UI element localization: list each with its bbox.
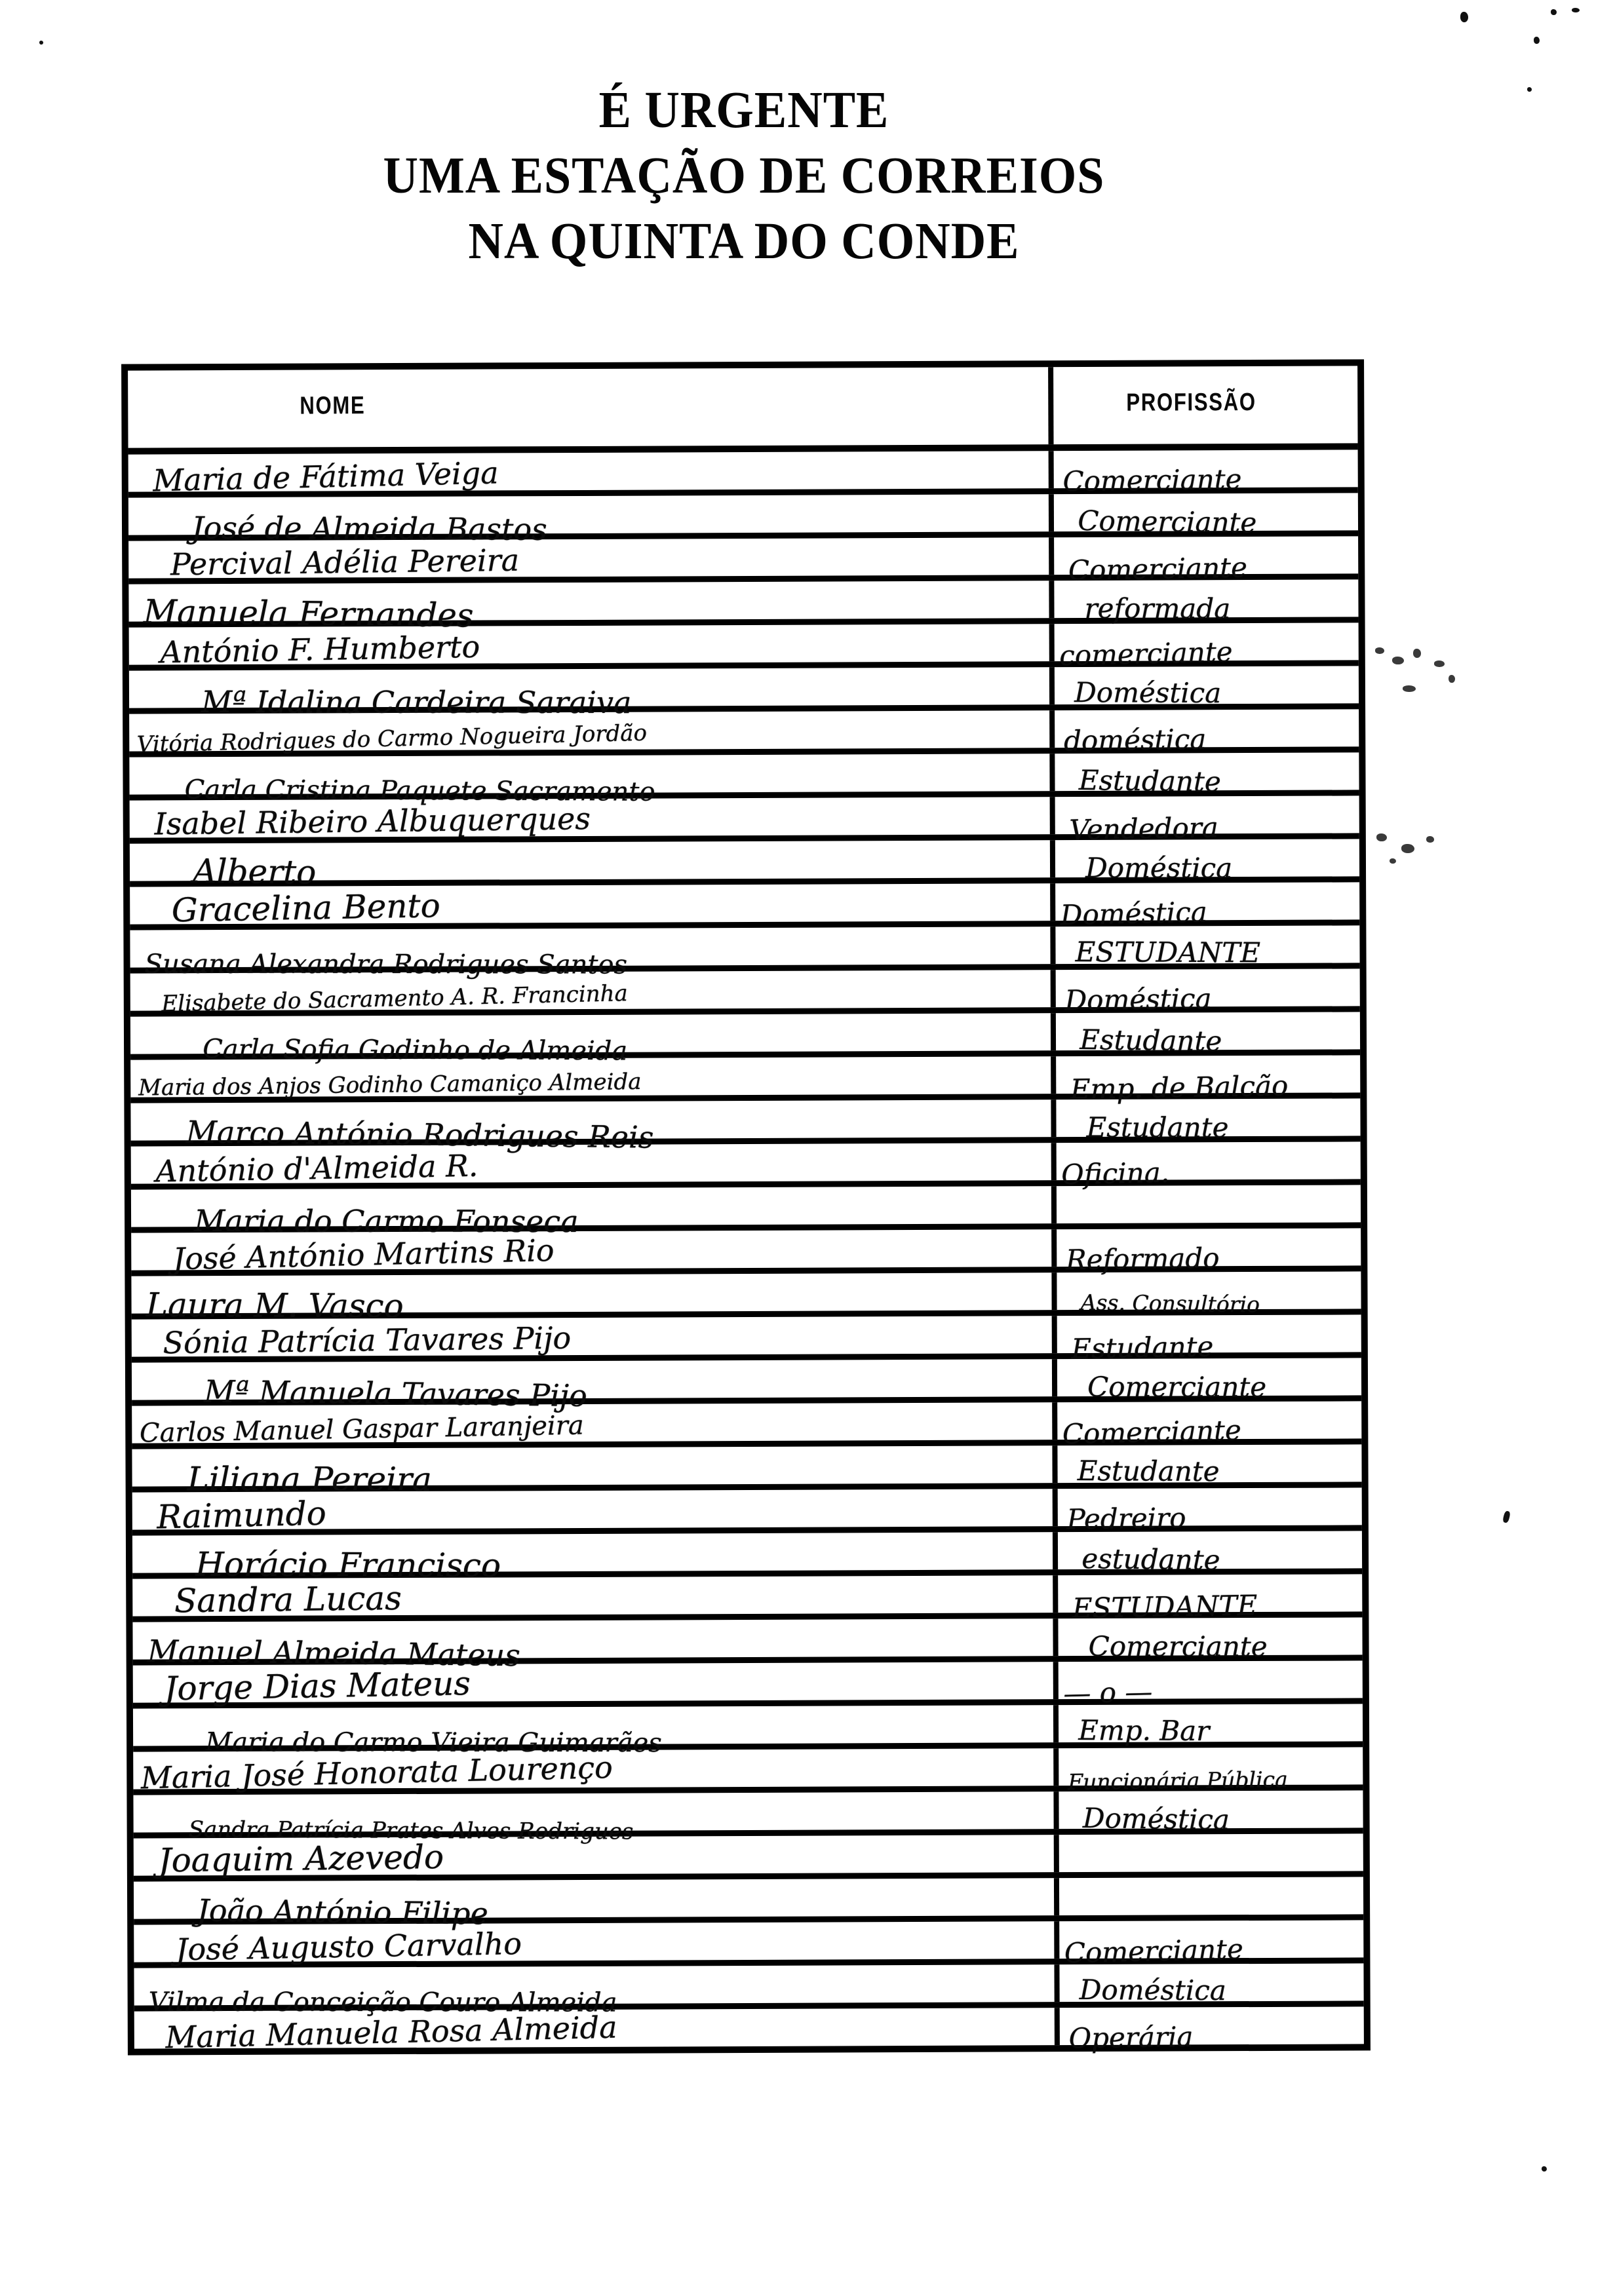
signature-profession-cell bbox=[1054, 493, 1358, 539]
ink-speck bbox=[1392, 657, 1404, 664]
signature-row bbox=[133, 1790, 1363, 1845]
signature-row bbox=[131, 1228, 1361, 1276]
ink-speck bbox=[39, 41, 43, 45]
signature-profession-cell bbox=[1057, 1271, 1361, 1318]
signature-name-cell bbox=[129, 667, 1055, 721]
signature-name: Liliana Pereira bbox=[187, 1460, 432, 1499]
signature-row bbox=[132, 1531, 1362, 1585]
signature-profession: reformada bbox=[1084, 592, 1231, 625]
signature-name: José Augusto Carvalho bbox=[175, 1925, 522, 1968]
signature-name: Maria dos Anjos Godinho Camaniço Almeida bbox=[138, 1068, 642, 1101]
signature-name-cell bbox=[131, 1229, 1057, 1277]
signature-row bbox=[130, 882, 1359, 930]
signature-name-cell bbox=[128, 494, 1054, 547]
signature-name: Maria do Carmo Fonseca bbox=[194, 1203, 579, 1240]
signature-name-cell bbox=[133, 1662, 1059, 1708]
signature-name: João António Filipe bbox=[197, 1892, 489, 1932]
signature-name-cell bbox=[133, 1791, 1059, 1845]
table-header-profissao: PROFISSÃO bbox=[1126, 389, 1256, 417]
signature-profession: Estudante bbox=[1078, 764, 1222, 798]
signature-profession: Comerciante bbox=[1062, 1413, 1242, 1451]
signature-profession: Comerciante bbox=[1078, 505, 1257, 539]
signature-row bbox=[128, 450, 1358, 497]
signature-name-cell bbox=[129, 710, 1055, 758]
signature-row bbox=[130, 968, 1360, 1016]
signature-profession-cell bbox=[1054, 579, 1358, 625]
signature-row bbox=[132, 1401, 1361, 1449]
signature-profession-cell bbox=[1055, 666, 1359, 710]
signature-name-cell bbox=[134, 1878, 1059, 1932]
signature-row bbox=[131, 1185, 1361, 1240]
signature-name-cell bbox=[134, 1835, 1059, 1880]
ink-speck bbox=[1542, 2166, 1547, 2172]
signature-row bbox=[133, 1747, 1363, 1795]
signature-profession-cell bbox=[1054, 536, 1358, 587]
signature-profession-cell bbox=[1056, 1098, 1360, 1144]
signature-name: Horácio Francisco bbox=[195, 1545, 501, 1585]
signature-name-cell bbox=[128, 451, 1054, 499]
signature-profession: Doméstica bbox=[1060, 896, 1208, 932]
signature-profession: ESTUDANTE bbox=[1075, 936, 1261, 969]
page-title bbox=[0, 77, 1488, 274]
signature-profession-cell bbox=[1055, 839, 1359, 885]
ink-speck bbox=[1376, 833, 1387, 841]
signature-name: Mª Idalina Cardeira Saraiva bbox=[201, 684, 632, 721]
signature-row bbox=[130, 1098, 1360, 1155]
signature-profession: Comerciante bbox=[1062, 463, 1242, 498]
ink-speck bbox=[1502, 1510, 1511, 1523]
signature-profession: Estudante bbox=[1077, 1455, 1220, 1488]
signature-profession: Estudante bbox=[1071, 1330, 1214, 1366]
signature-row bbox=[132, 1617, 1362, 1674]
signature-row bbox=[134, 1963, 1363, 2018]
signature-name: Carlos Manuel Gaspar Laranjeira bbox=[139, 1410, 585, 1449]
signature-profession-cell bbox=[1059, 1790, 1363, 1836]
signature-profession: Funcionária Pública bbox=[1067, 1766, 1288, 1795]
signature-name: Mª Manuela Tavares Pijo bbox=[204, 1373, 588, 1414]
signature-row bbox=[134, 2006, 1364, 2056]
signature-name: Carla Cristina Paquete Sacramento bbox=[184, 775, 655, 807]
signature-profession: Emp. Bar bbox=[1078, 1714, 1210, 1748]
signature-profession: ESTUDANTE bbox=[1072, 1589, 1258, 1625]
signature-name: Manuel Almeida Mateus bbox=[147, 1633, 521, 1674]
signature-profession-cell bbox=[1059, 1660, 1363, 1710]
signature-name: Manuela Fernandes bbox=[143, 592, 474, 635]
signature-name-cell bbox=[130, 927, 1055, 980]
signature-row bbox=[130, 1012, 1360, 1067]
signature-name: Maria Manuela Rosa Almeida bbox=[165, 2009, 618, 2056]
ink-speck bbox=[1449, 675, 1455, 683]
signature-profession-cell bbox=[1057, 1401, 1361, 1451]
signature-profession-cell bbox=[1055, 709, 1359, 757]
signature-name-cell bbox=[132, 1359, 1057, 1414]
signature-name: José de Almeida Bastos bbox=[191, 510, 547, 547]
signature-name-cell bbox=[134, 1921, 1059, 1968]
table-header-profession-cell bbox=[1053, 366, 1357, 444]
signature-profession: Vendedora bbox=[1069, 811, 1219, 847]
signature-profession: Doméstica bbox=[1085, 852, 1233, 885]
signature-name-cell bbox=[132, 1575, 1058, 1620]
signature-row bbox=[132, 1574, 1362, 1625]
ink-speck bbox=[1434, 660, 1445, 667]
signature-name: Elisabete do Sacramento A. R. Francinha bbox=[161, 980, 629, 1018]
signature-name-cell bbox=[131, 1186, 1057, 1240]
table-header-name-cell bbox=[128, 367, 1053, 448]
signature-profession-cell bbox=[1056, 1055, 1360, 1106]
signature-profession-cell bbox=[1059, 1877, 1363, 1915]
ink-speck bbox=[1403, 685, 1416, 692]
signature-profession-cell bbox=[1059, 1833, 1363, 1872]
signature-profession-cell bbox=[1058, 1531, 1362, 1577]
signature-row bbox=[131, 1141, 1361, 1189]
ink-speck bbox=[1551, 9, 1557, 15]
signature-profession: doméstica bbox=[1063, 723, 1207, 757]
page-title-line-1: É URGENTE bbox=[598, 81, 889, 140]
ink-speck bbox=[1413, 649, 1421, 658]
signature-name-cell bbox=[132, 1402, 1057, 1449]
table-header-row bbox=[128, 366, 1357, 454]
signature-name: Maria José Honorata Lourenço bbox=[140, 1749, 613, 1796]
signature-profession-cell bbox=[1055, 925, 1359, 969]
signature-name-cell bbox=[133, 1748, 1059, 1796]
signature-profession: Doméstica bbox=[1074, 676, 1222, 710]
signature-name: Sónia Patrícia Tavares Pijo bbox=[163, 1320, 572, 1361]
signature-profession-cell bbox=[1057, 1185, 1361, 1223]
signature-profession-cell bbox=[1059, 1747, 1363, 1795]
signature-name-cell bbox=[133, 1705, 1059, 1759]
signature-row bbox=[129, 622, 1359, 670]
signature-name: Sandra Lucas bbox=[174, 1578, 402, 1620]
signature-name: Alberto bbox=[193, 852, 317, 892]
signature-profession-cell bbox=[1058, 1617, 1362, 1663]
signature-name-cell bbox=[130, 970, 1056, 1018]
signature-profession: Estudante bbox=[1086, 1111, 1229, 1144]
signature-profession: Doméstica bbox=[1064, 982, 1212, 1017]
signature-name: Maria do Carmo Vieira Guimarães bbox=[205, 1727, 662, 1759]
signature-name-cell bbox=[130, 797, 1055, 842]
signature-profession-cell bbox=[1056, 968, 1360, 1017]
signature-profession-cell bbox=[1059, 1920, 1363, 1970]
signature-name-cell bbox=[132, 1316, 1057, 1361]
page-title-line-3: NA QUINTA DO CONDE bbox=[468, 212, 1020, 271]
signature-row bbox=[132, 1444, 1361, 1499]
signature-name: Isabel Ribeiro Albuquerques bbox=[154, 801, 591, 842]
signature-profession: Comerciante bbox=[1088, 1630, 1268, 1663]
signature-name-cell bbox=[131, 1272, 1057, 1326]
signature-name: António F. Humberto bbox=[159, 628, 480, 670]
signature-profession-cell bbox=[1057, 1314, 1361, 1366]
signature-row bbox=[129, 709, 1359, 757]
signature-name-cell bbox=[132, 1618, 1058, 1674]
signature-row bbox=[134, 1920, 1363, 1968]
signature-name: José António Martins Rio bbox=[172, 1232, 555, 1277]
ink-speck bbox=[1390, 858, 1396, 864]
signature-profession: Doméstica bbox=[1079, 1974, 1226, 2007]
page-title-line-2: UMA ESTAÇÃO DE CORREIOS bbox=[383, 146, 1105, 205]
signature-row bbox=[130, 925, 1359, 980]
signature-name: Maria de Fátima Veiga bbox=[152, 455, 499, 499]
signature-row bbox=[134, 1877, 1363, 1932]
signature-profession: Comerciante bbox=[1087, 1371, 1267, 1404]
signature-row bbox=[132, 1358, 1361, 1414]
signature-profession: Oficina. bbox=[1060, 1156, 1170, 1191]
signature-profession-cell bbox=[1056, 1012, 1360, 1058]
signature-profession: Operária bbox=[1068, 2020, 1194, 2055]
signature-name-cell bbox=[128, 537, 1054, 583]
signature-name: Marco António Rodrigues Reis bbox=[185, 1114, 654, 1155]
signature-row bbox=[130, 839, 1359, 892]
ink-speck bbox=[1426, 836, 1434, 843]
signature-profession: Estudante bbox=[1080, 1024, 1222, 1058]
signature-profession-cell bbox=[1055, 882, 1359, 932]
signature-profession-cell bbox=[1059, 1963, 1363, 2007]
signature-profession: — o — bbox=[1062, 1675, 1153, 1710]
signature-row bbox=[128, 493, 1358, 547]
signature-name-cell bbox=[131, 1143, 1057, 1189]
signature-name-cell bbox=[128, 581, 1054, 635]
signature-profession-cell bbox=[1054, 450, 1358, 498]
signature-row bbox=[134, 1833, 1363, 1881]
signature-row bbox=[130, 795, 1359, 847]
signature-name: Percival Adélia Pereira bbox=[170, 542, 520, 583]
signature-name: Raimundo bbox=[156, 1494, 327, 1537]
signature-profession: estudante bbox=[1081, 1542, 1220, 1577]
signature-row bbox=[131, 1271, 1361, 1326]
signature-name-cell bbox=[132, 1489, 1058, 1537]
signature-name: Gracelina Bento bbox=[171, 887, 441, 930]
signature-name-cell bbox=[130, 1056, 1056, 1101]
signature-profession-cell bbox=[1055, 752, 1359, 798]
signature-name: Laura M. Vasco bbox=[146, 1286, 404, 1326]
ink-speck bbox=[1572, 8, 1580, 12]
signature-name: Susana Alexandra Rodrigues Santos bbox=[144, 949, 628, 980]
signature-profession: Emp. de Balcão bbox=[1070, 1069, 1289, 1106]
signature-profession: Comerciante bbox=[1064, 1932, 1244, 1970]
signature-profession-cell bbox=[1055, 622, 1359, 672]
signature-profession: Doméstica bbox=[1082, 1802, 1230, 1836]
signature-name-cell bbox=[134, 2008, 1060, 2056]
signature-profession: Comerciante bbox=[1068, 551, 1248, 587]
signature-profession: Reformado bbox=[1065, 1242, 1220, 1276]
table-header-nome: NOME bbox=[300, 392, 366, 420]
ink-speck bbox=[1527, 87, 1532, 92]
ink-speck bbox=[1375, 647, 1384, 654]
signature-name-cell bbox=[129, 624, 1055, 670]
signature-profession-cell bbox=[1057, 1358, 1361, 1404]
signature-profession-cell bbox=[1058, 1487, 1362, 1536]
signature-row bbox=[132, 1487, 1362, 1535]
signature-profession: Ass. Consultório bbox=[1080, 1290, 1260, 1318]
signature-name-cell bbox=[132, 1445, 1057, 1499]
signature-profession-cell bbox=[1055, 795, 1359, 847]
signature-row bbox=[133, 1704, 1363, 1759]
signature-name: Carla Sofia Godinho de Almeida bbox=[203, 1034, 628, 1067]
signature-profession-cell bbox=[1057, 1141, 1361, 1191]
signature-profession-cell bbox=[1060, 2006, 1364, 2055]
ink-speck bbox=[1401, 844, 1414, 853]
signature-name: Vitória Rodrigues do Carmo Nogueira Jordão bbox=[136, 719, 648, 758]
signature-rows bbox=[128, 450, 1364, 2056]
ink-speck bbox=[1534, 37, 1540, 44]
signature-name: Joaquim Azevedo bbox=[158, 1837, 444, 1880]
signature-table bbox=[121, 359, 1371, 2055]
signature-profession: comerciante bbox=[1059, 636, 1234, 672]
signature-row bbox=[130, 1055, 1360, 1106]
signature-row bbox=[128, 536, 1358, 587]
signature-profession-cell bbox=[1057, 1444, 1361, 1488]
signature-row bbox=[133, 1660, 1363, 1708]
signature-name-cell bbox=[130, 1100, 1056, 1155]
ink-speck bbox=[1460, 12, 1468, 22]
signature-name: Sandra Patrícia Prates Alves Rodrigues bbox=[188, 1816, 634, 1845]
signature-name: Jorge Dias Mateus bbox=[163, 1664, 471, 1708]
signature-name-cell bbox=[129, 754, 1055, 807]
signature-profession-cell bbox=[1059, 1704, 1363, 1748]
signature-profession: Pedreiro bbox=[1066, 1501, 1186, 1536]
signature-name-cell bbox=[130, 883, 1055, 930]
signature-row bbox=[129, 666, 1359, 721]
signature-row bbox=[128, 579, 1358, 635]
signature-profession-cell bbox=[1058, 1574, 1362, 1625]
signature-name-cell bbox=[130, 840, 1055, 892]
signature-row bbox=[129, 752, 1359, 807]
signature-name-cell bbox=[134, 1964, 1059, 2018]
signature-name-cell bbox=[130, 1013, 1056, 1067]
signature-name-cell bbox=[132, 1532, 1058, 1585]
signature-profession-cell bbox=[1057, 1228, 1361, 1276]
signature-row bbox=[132, 1314, 1361, 1366]
signature-name: Vilma da Conceição Couro Almeida bbox=[148, 1987, 617, 2018]
signature-name: António d'Almeida R. bbox=[155, 1147, 478, 1189]
